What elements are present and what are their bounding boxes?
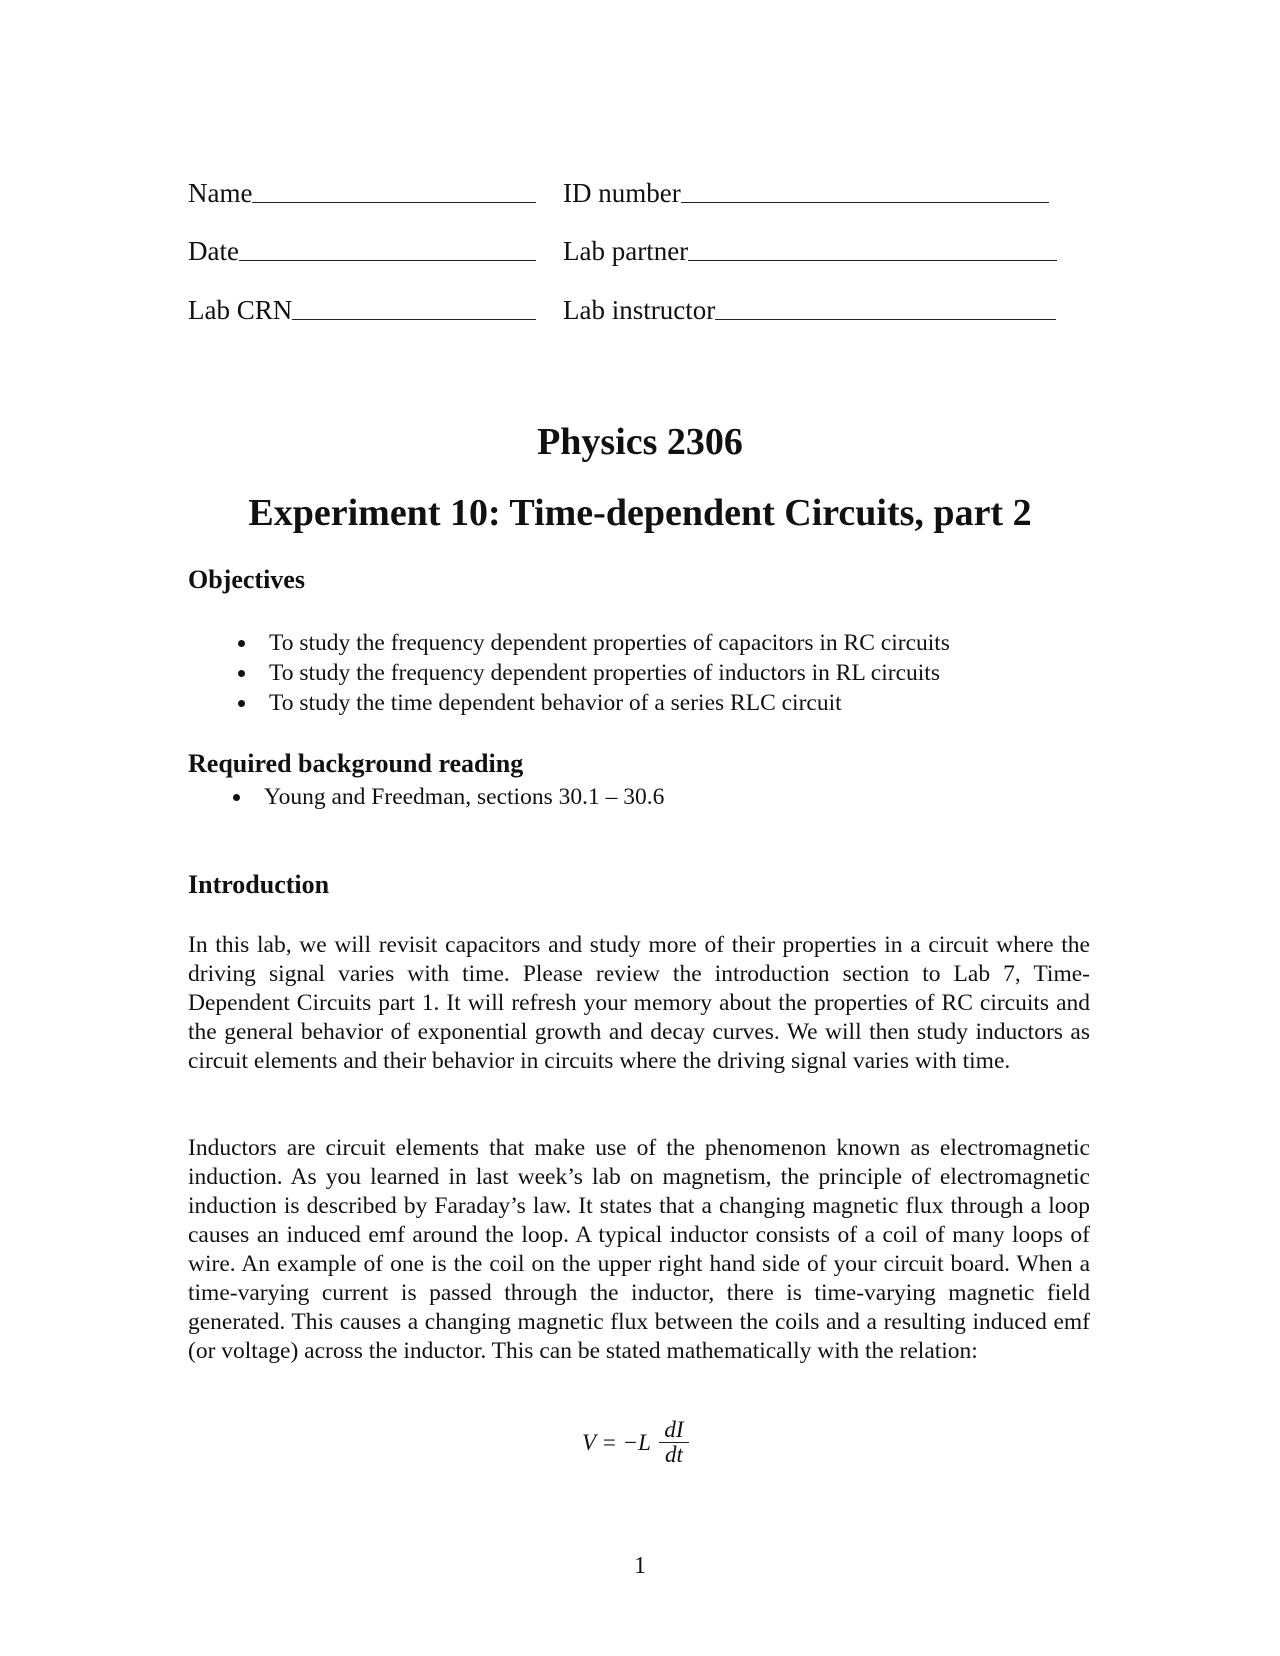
objectives-list: [269, 628, 950, 718]
course-title: Physics 2306: [537, 421, 743, 463]
introduction-heading: Introduction: [188, 870, 330, 899]
inductor-equation: [582, 1418, 689, 1467]
date-blank[interactable]: [239, 259, 536, 261]
equation-lhs: V = −L: [582, 1429, 651, 1455]
bullet-icon: [238, 700, 245, 707]
introduction-paragraph-2: Inductors are circuit elements that make use of the phenomenon known as electromagnetic induction. As you learned in last week’s lab on magnetism, the principle of electromagnetic induction is described by Faraday’s law. It states that a changing magnetic flux through a loop causes an induced emf around the loop. A typical inductor consists of a coil of many loops of wire. An example of one is the coil on the upper right hand side of your circuit board. When a time-varying current is passed through the inductor, there is time-varying magnetic field generated. This causes a changing magnetic flux between the coils and a resulting induced emf (or voltage) across the inductor. This can be stated mathematically with the relation:: [188, 1135, 1090, 1364]
lab-crn-blank[interactable]: [292, 318, 536, 320]
lab-instructor-label: Lab instructor: [563, 295, 716, 325]
objective-text: To study the time dependent behavior of a series RLC circuit: [269, 690, 842, 716]
list-item: [269, 628, 950, 658]
equation-denominator: dt: [665, 1442, 683, 1467]
list-item: [264, 782, 664, 812]
lab-instructor-field[interactable]: [563, 289, 1056, 325]
date-field[interactable]: [188, 230, 536, 266]
lab-partner-field[interactable]: [563, 230, 1057, 266]
name-blank[interactable]: [252, 201, 536, 203]
equation-numerator: dI: [664, 1417, 684, 1442]
lab-crn-field[interactable]: [188, 289, 536, 325]
list-item: [269, 688, 950, 718]
name-field[interactable]: [188, 172, 536, 208]
reading-text: Young and Freedman, sections 30.1 – 30.6: [264, 784, 665, 810]
lab-partner-blank[interactable]: [688, 259, 1057, 261]
list-item: [269, 658, 950, 688]
bullet-icon: [238, 640, 245, 647]
reading-heading: Required background reading: [188, 749, 524, 778]
id-number-blank[interactable]: [681, 201, 1049, 203]
introduction-paragraph-1: In this lab, we will revisit capacitors and study more of their properties in a circuit where the driving signal varies with time. Please review the introduction section to Lab 7, Time-Dependent Circuits part 1. It will refresh your memory about the properties of RC circuits and the general behavior of exponential growth and decay curves. We will then study inductors as circuit elements and their behavior in circuits where the driving signal varies with time.: [188, 932, 1090, 1074]
page-number: 1: [634, 1553, 646, 1579]
objectives-heading: Objectives: [188, 565, 305, 594]
objective-text: To study the frequency dependent properties of capacitors in RC circuits: [269, 630, 950, 656]
equation-fraction: [659, 1418, 689, 1467]
lab-instructor-blank[interactable]: [715, 318, 1056, 320]
reading-list: [264, 782, 664, 812]
name-label: Name: [188, 178, 253, 208]
bullet-icon: [238, 670, 245, 677]
lab-partner-label: Lab partner: [563, 236, 689, 266]
lab-crn-label: Lab CRN: [188, 295, 293, 325]
form-row-name: [188, 172, 1088, 212]
id-number-label: ID number: [563, 178, 681, 208]
id-number-field[interactable]: [563, 172, 1049, 208]
date-label: Date: [188, 236, 239, 266]
form-row-crn: [188, 289, 1088, 329]
bullet-icon: [233, 794, 240, 801]
form-row-date: [188, 230, 1088, 270]
experiment-title: Experiment 10: Time-dependent Circuits, part 2: [248, 492, 1032, 534]
objective-text: To study the frequency dependent properties of inductors in RL circuits: [269, 660, 940, 686]
